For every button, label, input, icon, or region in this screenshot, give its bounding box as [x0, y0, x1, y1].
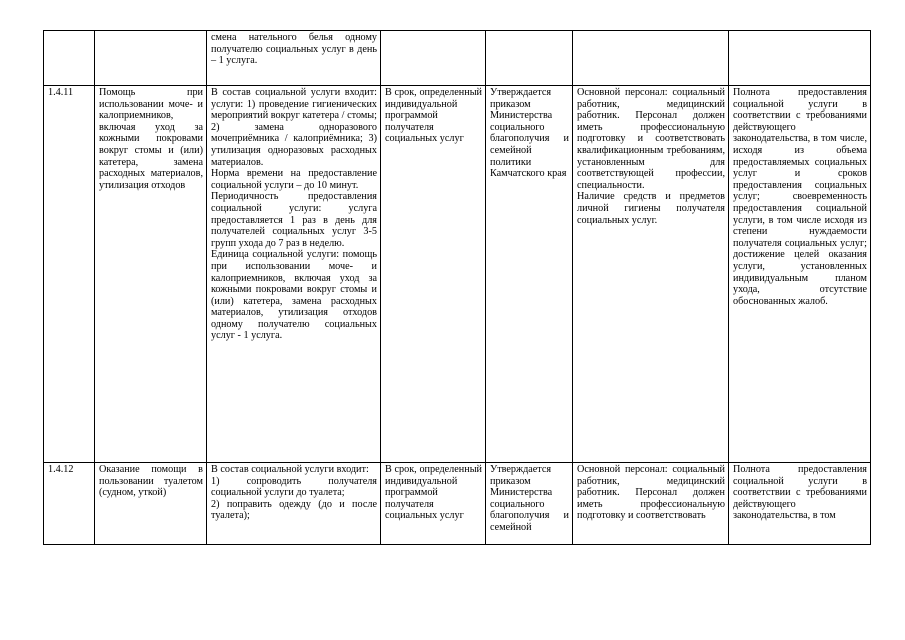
table-row: [44, 31, 871, 86]
table-cell-conditions: Основной персонал: социальный работник, медицинский работник. Персонал должен иметь профессиональную подготовку и соответствовать: [573, 463, 729, 545]
table-cell-content: [207, 463, 381, 545]
cell-paragraph: 1) сопроводить получателя социальной услуги до туалета;: [211, 475, 377, 499]
table-cell-term: [381, 31, 486, 86]
cell-paragraph: Основной персонал: социальный работник, медицинский работник. Персонал должен иметь профессиональную подготовку и соответствовать квалификационным требованиям, установленным для соответствующей профессии, специальности.: [577, 87, 725, 191]
table-cell-service: Оказание помощи в пользовании туалетом (судном, уткой): [95, 463, 207, 545]
table-cell-number: [44, 31, 95, 86]
table-cell-term: В срок, определенный индивидуальной программой получателя социальных услуг: [381, 463, 486, 545]
table-cell-content: [207, 86, 381, 463]
table-row: [44, 86, 871, 463]
table-cell-tariff: Утверждается приказом Министерства социального благополучия и семейной политики Камчатского края: [486, 86, 573, 463]
table-cell-tariff: [486, 31, 573, 86]
table-cell-quality: [729, 31, 871, 86]
table-cell-conditions: [573, 31, 729, 86]
table-cell-quality: Полнота предоставления социальной услуги в соответствии с требованиями действующего законодательства, в том: [729, 463, 871, 545]
table-row: [44, 463, 871, 545]
table-cell-term: В срок, определенный индивидуальной программой получателя социальных услуг: [381, 86, 486, 463]
table-cell-tariff: Утверждается приказом Министерства социального благополучия и семейной: [486, 463, 573, 545]
document-page: [43, 30, 871, 545]
table-cell-conditions: [573, 86, 729, 463]
table-cell-content: [207, 31, 381, 86]
table-cell-number: 1.4.12: [44, 463, 95, 545]
cell-paragraph: В состав социальной услуги входит: услуги: 1) проведение гигиенических мероприятий вокруг катетера / стомы; 2) замена одноразового мочеприёмника / калоприёмника; 3) утилизация одноразовых расходных материалов.: [211, 87, 377, 168]
cell-paragraph: Наличие средств и предметов личной гигиены получателя социальных услуг.: [577, 191, 725, 226]
table-cell-service: [95, 31, 207, 86]
cell-paragraph: В состав социальной услуги входит:: [211, 464, 369, 475]
cell-paragraph: Единица социальной услуги: помощь при использовании моче- и калоприемников, включая уход за кожными покровами вокруг стомы и (или) катетера, замена расходных материалов, утилизация отходов одному получателю социальных услуг - 1 услуга.: [211, 249, 377, 342]
table-cell-quality: Полнота предоставления социальной услуги в соответствии с требованиями действующего законодательства, в том числе, исходя из объема предоставляемых социальных услуг и сроков предоставления социальных услуг; своевременность предоставления социальной услуги, в том числе исходя из степени нуждаемости получателя социальных услуг; достижение целей оказания услуги, установленных индивидуальным планом ухода, отсутствие обоснованных жалоб.: [729, 86, 871, 463]
services-table: [43, 30, 871, 545]
table-cell-service: Помощь при использовании моче- и калоприемников, включая уход за кожными покровами вокруг стомы и (или) катетера, замена расходных материалов, утилизация отходов: [95, 86, 207, 463]
table-cell-number: 1.4.11: [44, 86, 95, 463]
cell-text: смена нательного белья одному получателю социальных услуг в день – 1 услуга.: [211, 32, 377, 67]
cell-paragraph: 2) поправить одежду (до и после туалета);: [211, 498, 377, 522]
cell-paragraph: Норма времени на предоставление социальной услуги – до 10 минут.: [211, 168, 377, 191]
cell-paragraph: Периодичность предоставления социальной услуги: услуга предоставляется 1 раз в день для получателей социальных услуг 3-5 групп ухода до 7 раз в неделю.: [211, 191, 377, 249]
